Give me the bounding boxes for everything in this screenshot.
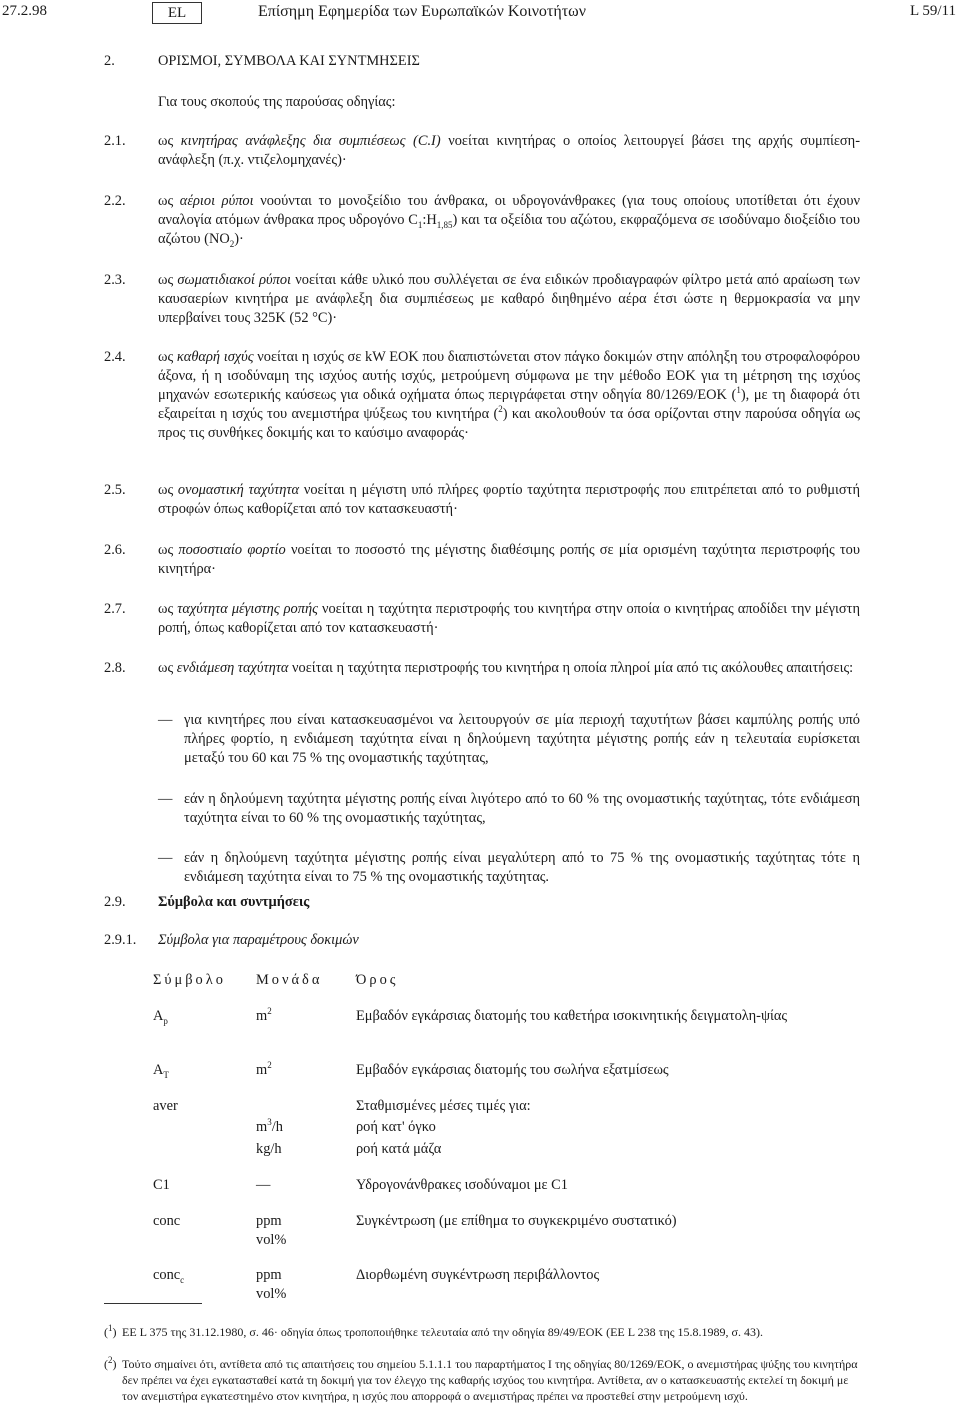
dash-mark: — <box>158 712 173 728</box>
definition-number: 2.8. <box>104 660 126 676</box>
definition-text: ως αέριοι ρύποι νοούνται το μονοξείδιο του άνθρακα, οι υδρογονάνθρακες (για τους οποίους υποτίθεται ότι έχουν αναλογία ατόμων άνθρακα προς υδρογόνο $C_1:H_{1,85}$) και τα οξείδια του αζώτου, εκφραζόμενα σε ισοδύναμο διοξείδιο του αζώτου $(NO_2)\cdot$ <box>158 193 860 249</box>
section-intro: Για τους σκοπούς της παρούσας οδηγίας: <box>158 94 396 110</box>
definition-text: ως σωματιδιακοί ρύποι νοείται κάθε υλικό που συλλέγεται σε ένα ειδικών προδιαγραφών φίλτρο μετά από αραίωση των καυσαερίων κινητήρα με ανάφλεξη δια συμπιέσεως με καθαρό διηθημένο αέρα έτσι ώστε η θερμοκρασία να μην υπερβαίνει τους 325K (52 °C)· <box>158 272 860 326</box>
term-cell: ροή κατά μάζα <box>356 1141 442 1157</box>
column-header-unit: Μονάδα <box>256 972 323 988</box>
footnote-number: ($^2$) <box>104 1355 117 1371</box>
unit-cell: ppm vol% <box>256 1213 287 1248</box>
dash-mark: — <box>158 850 173 866</box>
footnote-divider <box>104 1303 202 1304</box>
definition-number: 2.6. <box>104 542 126 558</box>
definition-number: 2.4. <box>104 349 126 365</box>
symbol-cell: conc <box>153 1213 181 1229</box>
subsubsection-title: Σύμβολα για παραμέτρους δοκιμών <box>158 932 359 948</box>
definition-text: ως καθαρή ισχύς νοείται η ισχύς σε kW ΕΟΚ που διαπιστώνεται στον πάγκο δοκιμών στην απόληξη του στροφαλοφόρου άξονα, ή η ισοδύναμη της ισχύος αυτής ισχύς, μετρούμενη σύμφωνα με την μέθοδο ΕΟΚ για τη μέτρηση της ισχύος μηχανών εσωτερικής καύσεως για οδικά οχήματα όπως περιγράφεται στην οδηγία 80/1269/ΕΟΚ ($^1$), με τη διαφορά ότι εξαιρείται η ισχύς του ανεμιστήρα ψύξεως του κινητήρα ($^2$) και ακολουθούν τα όσα ορίζονται στην παρούσα οδηγία ως προς τις συνθήκες δοκιμής και το καύσιμο αναφοράς· <box>158 349 860 441</box>
header-journal-title: Επίσημη Εφημερίδα των Ευρωπαϊκών Κοινοτήτων <box>258 3 586 20</box>
header-language-box: EL <box>152 2 202 24</box>
subsubsection-number: 2.9.1. <box>104 932 137 948</box>
term-cell: Διορθωμένη συγκέντρωση περιβάλλοντος <box>356 1267 600 1283</box>
term-cell: Εμβαδόν εγκάρσιας διατομής του καθετήρα ισοκινητικής δειγματολη-ψίας <box>356 1008 788 1024</box>
section-number: 2. <box>104 53 115 69</box>
header-page-ref: L 59/11 <box>910 3 956 19</box>
footnote-ref: 2 <box>498 404 503 415</box>
symbol-cell: conc$_c$ <box>153 1267 185 1285</box>
footnote-text: ΕΕ L 375 της 31.12.1980, σ. 46· οδηγία όπως τροποποιήθηκε τελευταία από την οδηγία 89/49/ΕΟΚ (ΕΕ L 238 της 15.8.1989, σ. 43). <box>122 1325 763 1339</box>
definition-text: ως ταχύτητα μέγιστης ροπής νοείται η ταχύτητα περιστροφής του κινητήρα στην οποία ο κινητήρας αποδίδει την μέγιστη ροπή, όπως καθορίζεται από τον κατασκευαστή· <box>158 601 860 636</box>
definition-text: ως ενδιάμεση ταχύτητα νοείται η ταχύτητα περιστροφής του κινητήρα η οποία πληροί μία από τις ακόλουθες απαιτήσεις: <box>158 660 854 676</box>
unit-cell: $m^2$ <box>256 1060 272 1078</box>
section-title: ΟΡΙΣΜΟΙ, ΣΥΜΒΟΛΑ ΚΑΙ ΣΥΝΤΜΗΣΕΙΣ <box>158 53 420 69</box>
footnote-ref: 1 <box>736 385 741 396</box>
unit-cell: ppm vol% <box>256 1267 287 1302</box>
footnote-number: ($^1$) <box>104 1323 117 1339</box>
dash-text: για κινητήρες που είναι κατασκευασμένοι να λειτουργούν σε μία περιοχή ταχυτήτων βάσει καμπύλης ροπής υπό πλήρες φορτίο, η ενδιάμεση ταχύτητα είναι η δηλούμενη ταχύτητα μέγιστης ροπής εάν η τελευταία ευρίσκεται μεταξύ του 60 και 75 % της ονομαστικής ταχύτητας, <box>184 712 860 766</box>
subsection-title: Σύμβολα και συντμήσεις <box>158 894 310 910</box>
dash-text: εάν η δηλούμενη ταχύτητα μέγιστης ροπής είναι λιγότερο από το 60 % της ονομαστικής ταχύτητας, τότε ενδιάμεση ταχύτητα είναι το 60 % της ονομαστικής ταχύτητας, <box>184 791 860 826</box>
definition-number: 2.1. <box>104 133 126 149</box>
dash-text: εάν η δηλούμενη ταχύτητα μέγιστης ροπής είναι μεγαλύτερη από το 75 % της ονομαστικής ταχύτητας τότε η ενδιάμεση ταχύτητα είναι το 75 % της ονομαστικής ταχύτητας. <box>184 850 860 885</box>
footnote-text: Τούτο σημαίνει ότι, αντίθετα από τις απαιτήσεις του σημείου 5.1.1.1 του παραρτήματος I της οδηγίας 80/1269/ΕΟΚ, ο ανεμιστήρας ψύξης του κινητήρα δεν πρέπει να έχει εγκατασταθεί κατά τη δοκιμή για τον έλεγχο της καθαρής ισχύος του κινητήρα. Αντίθετα, αν ο κατασκευαστής εκτελεί τη δοκιμή με τον ανεμιστήρα εγκατεστημένο στον κινητήρα, η ισχύς που απορροφά ο ανεμιστήρας πρέπει να προστεθεί στην μετρούμενη ισχύ. <box>122 1357 858 1403</box>
definition-number: 2.7. <box>104 601 126 617</box>
symbol-cell: C1 <box>153 1177 170 1193</box>
unit-cell: $m^3/h$ <box>256 1117 283 1135</box>
term-cell: ροή κατ' όγκο <box>356 1119 436 1135</box>
term-cell: Εμβαδόν εγκάρσιας διατομής του σωλήνα εξατμίσεως <box>356 1062 669 1078</box>
symbol-cell: $A_p$ <box>153 1008 168 1026</box>
definition-number: 2.5. <box>104 482 126 498</box>
unit-cell: $m^2$ <box>256 1006 272 1024</box>
definition-text: ως ονομαστική ταχύτητα νοείται η μέγιστη υπό πλήρες φορτίο ταχύτητα περιστροφής που επιτρέπεται από το ρυθμιστή στροφών όπως καθορίζεται από τον κατασκευαστή· <box>158 482 860 517</box>
subsection-number: 2.9. <box>104 894 126 910</box>
definition-text: ως ποσοστιαίο φορτίο νοείται το ποσοστό της μέγιστης διαθέσιμης ροπής σε μία ορισμένη ταχύτητα περιστροφής του κινητήρα· <box>158 542 860 577</box>
symbol-cell: $A_T$ <box>153 1062 169 1080</box>
definition-number: 2.2. <box>104 193 126 209</box>
column-header-term: Όρος <box>356 972 399 988</box>
term-cell: Συγκέντρωση (με επίθημα το συγκεκριμένο συστατικό) <box>356 1213 677 1229</box>
definition-text: ως κινητήρας ανάφλεξης δια συμπιέσεως (C.I) νοείται κινητήρας ο οποίος λειτουργεί βάσει της αρχής συμπίεση-ανάφλεξη (π.χ. ντιζελομηχανές)· <box>158 133 861 168</box>
symbol-cell: aver <box>153 1098 178 1114</box>
header-date: 27.2.98 <box>2 3 47 19</box>
term-cell: Σταθμισμένες μέσες τιμές για: <box>356 1098 531 1114</box>
dash-mark: — <box>158 791 173 807</box>
column-header-symbol: Σύμβολο <box>153 972 226 988</box>
unit-cell: — <box>256 1177 271 1193</box>
page-header <box>0 0 960 26</box>
term-cell: Υδρογονάνθρακες ισοδύναμοι με C1 <box>356 1177 568 1193</box>
unit-cell: kg/h <box>256 1141 282 1157</box>
definition-number: 2.3. <box>104 272 126 288</box>
